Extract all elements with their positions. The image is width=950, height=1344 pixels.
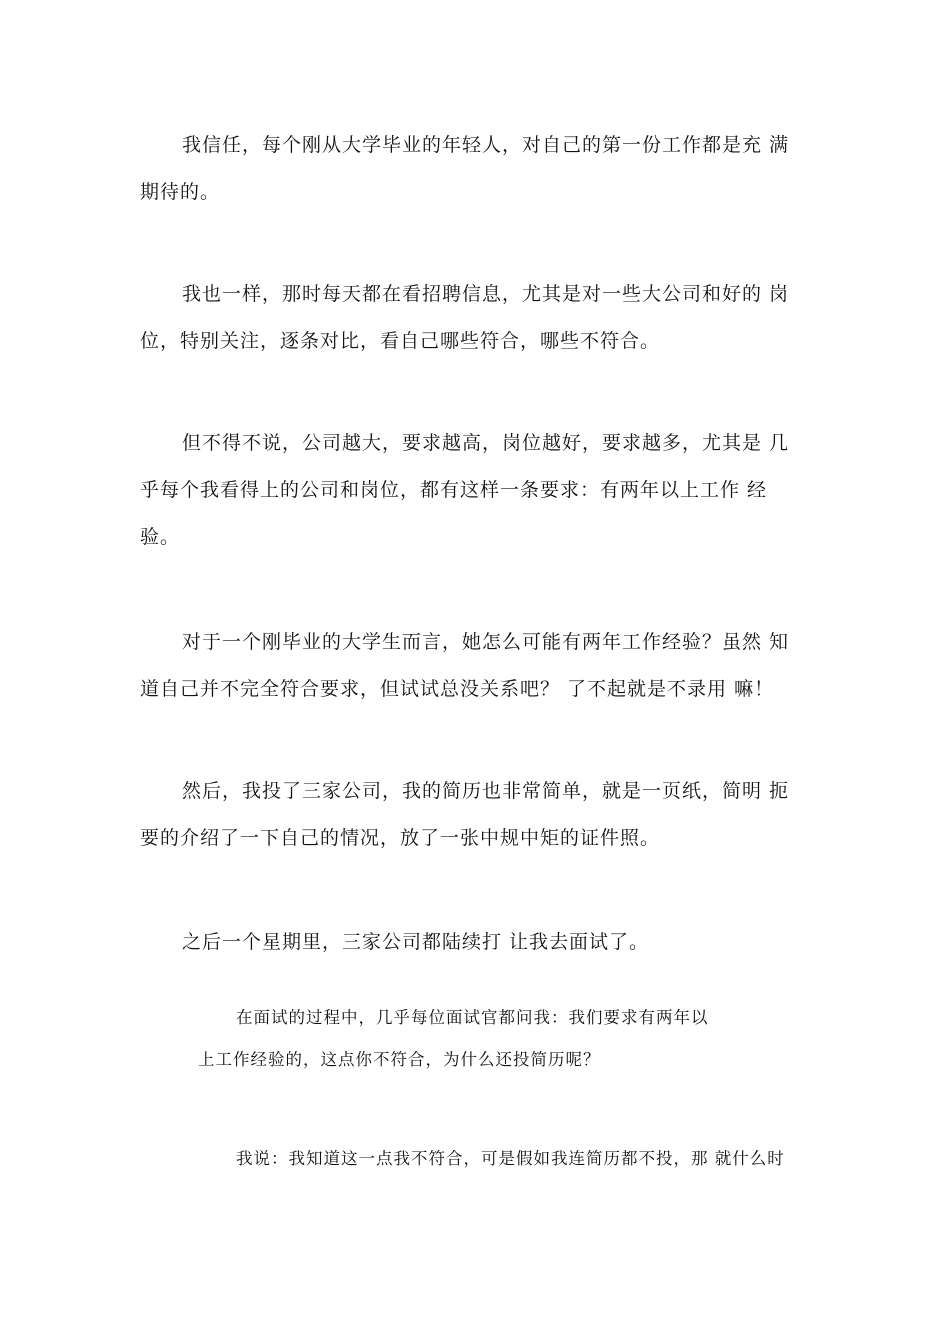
paragraph-line: 我信任，每个刚从大学毕业的年轻人，对自己的第一份工作都是充 满: [182, 134, 790, 156]
paragraph-line: 在面试的过程中，几乎每位面试官都问我：我们要求有两年以: [236, 1008, 709, 1027]
paragraph-line: 要的介绍了一下自己的情况，放了一张中规中矩的证件照。: [140, 827, 661, 849]
paragraph-line: 但不得不说，公司越大，要求越高，岗位越好，要求越多，尤其是 几: [182, 432, 790, 454]
paragraph-8: [198, 1138, 785, 1180]
paragraph-line: 乎每个我看得上的公司和岗位，都有这样一条要求：有两年以上工作 经: [140, 479, 768, 501]
paragraph-3: [140, 420, 789, 561]
paragraph-line: 期待的。: [140, 181, 221, 203]
paragraph-line: 我也一样，那时每天都在看招聘信息，尤其是对一些大公司和好的 岗: [182, 283, 790, 305]
paragraph-6: [140, 919, 649, 966]
paragraph-line: 对于一个刚毕业的大学生而言，她怎么可能有两年工作经验？虽然 知: [182, 631, 790, 653]
paragraph-5: [140, 768, 789, 862]
paragraph-line: 上工作经验的，这点你不符合，为什么还投简历呢？: [198, 1050, 601, 1069]
paragraph-line: 位，特别关注，逐条对比，看自己哪些符合，哪些不符合。: [140, 330, 661, 352]
paragraph-7: [198, 997, 709, 1081]
paragraph-4: [140, 619, 789, 713]
paragraph-line: 道自己并不完全符合要求，但试试总没关系吧？ 了不起就是不录用 嘛！: [140, 678, 775, 700]
paragraph-line: 我说：我知道这一点我不符合，可是假如我连简历都不投，那 就什么时: [236, 1149, 785, 1168]
paragraph-line: 之后一个星期里，三家公司都陆续打 让我去面试了。: [182, 931, 650, 953]
paragraph-2: [140, 271, 789, 365]
paragraph-line: 验。: [140, 526, 181, 548]
paragraph-1: [140, 122, 789, 216]
paragraph-line: 然后，我投了三家公司，我的简历也非常简单，就是一页纸，简明 扼: [182, 780, 790, 802]
